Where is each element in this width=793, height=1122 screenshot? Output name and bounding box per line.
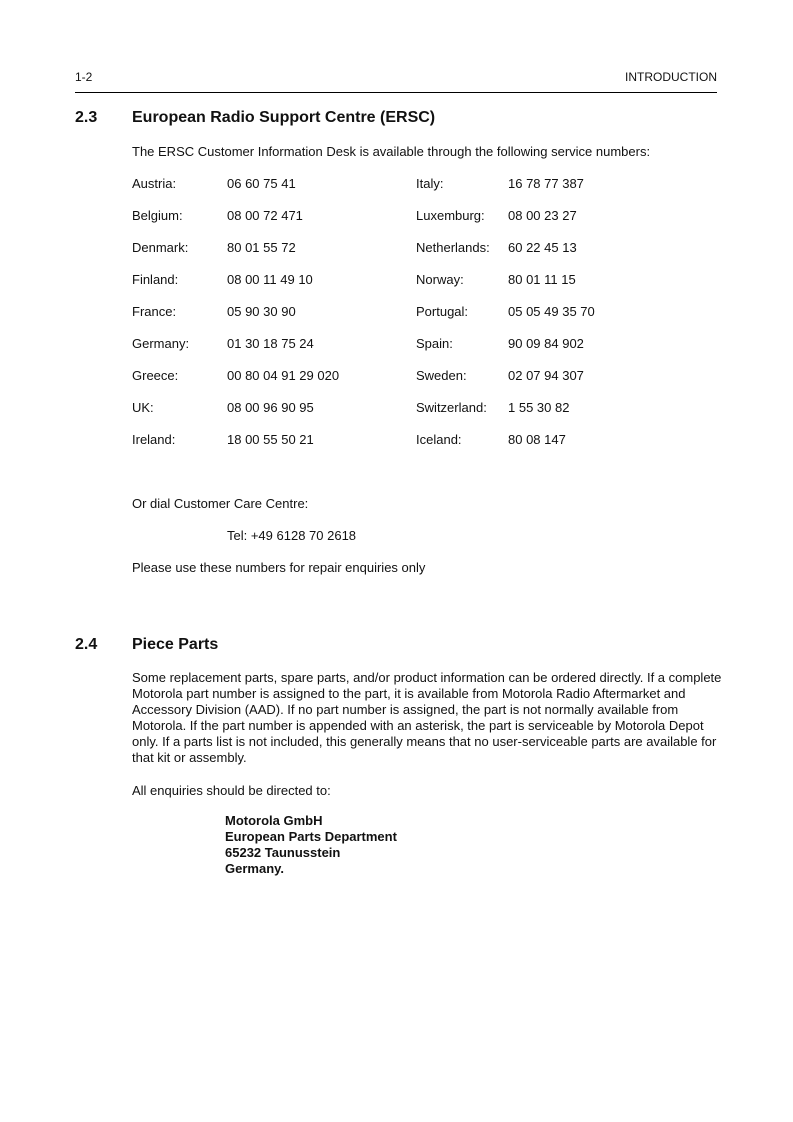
header-rule xyxy=(75,92,717,93)
address-line: European Parts Department xyxy=(225,829,397,844)
country-label: Finland: xyxy=(132,272,179,287)
page-number: 1-2 xyxy=(75,70,93,84)
address-line: Germany. xyxy=(225,861,285,876)
telephone-number: Tel: +49 6128 70 2618 xyxy=(227,528,357,543)
section-number: 2.3 xyxy=(75,109,98,126)
chapter-title: INTRODUCTION xyxy=(625,70,717,84)
phone-number: 08 00 23 27 xyxy=(508,208,577,223)
country-label: Italy: xyxy=(416,176,444,191)
table-row xyxy=(0,272,793,290)
enquiries-text: All enquiries should be directed to: xyxy=(132,783,331,798)
country-label: Norway: xyxy=(416,272,464,287)
country-label: Greece: xyxy=(132,368,179,383)
section-title: European Radio Support Centre (ERSC) xyxy=(132,109,436,126)
repair-note: Please use these numbers for repair enquiries only xyxy=(132,560,426,575)
country-label: Luxemburg: xyxy=(416,208,485,223)
country-label: Germany: xyxy=(132,336,190,351)
country-label: Denmark: xyxy=(132,240,189,255)
phone-number: 08 00 72 471 xyxy=(227,208,303,223)
country-label: Ireland: xyxy=(132,432,176,447)
postal-address xyxy=(225,813,397,877)
phone-number: 05 90 30 90 xyxy=(227,304,296,319)
country-label: Sweden: xyxy=(416,368,467,383)
table-row xyxy=(0,176,793,194)
phone-number: 80 01 11 15 xyxy=(508,272,576,287)
phone-number: 80 08 147 xyxy=(508,432,566,447)
country-label: Austria: xyxy=(132,176,177,191)
phone-number: 08 00 96 90 95 xyxy=(227,400,314,415)
table-row xyxy=(0,400,793,418)
country-label: Portugal: xyxy=(416,304,469,319)
intro-text: The ERSC Customer Information Desk is available through the following service numbers: xyxy=(132,144,651,159)
phone-number: 18 00 55 50 21 xyxy=(227,432,314,447)
piece-parts-paragraph: Some replacement parts, spare parts, and/or product information can be ordered directly. If a complete Motorola part number is assigned to the part, it is available from Motorola Radio Aftermarket and Accessory Division (AAD). If no part number is assigned, the part is not normally available from Motorola. If the part number is appended with an asterisk, the part is serviceable by Motorola Depot only. If a parts list is not included, this generally means that no user-serviceable parts are available for that kit or assembly. xyxy=(132,670,722,765)
phone-number: 80 01 55 72 xyxy=(227,240,296,255)
country-label: Iceland: xyxy=(416,432,462,447)
country-label: Netherlands: xyxy=(416,240,490,255)
table-row xyxy=(0,240,793,258)
table-row xyxy=(0,304,793,322)
address-line: Motorola GmbH xyxy=(225,813,323,828)
phone-number: 06 60 75 41 xyxy=(227,176,296,191)
country-label: Spain: xyxy=(416,336,453,351)
address-line: 65232 Taunusstein xyxy=(225,845,341,860)
phone-number: 08 00 11 49 10 xyxy=(227,272,313,287)
phone-number: 16 78 77 387 xyxy=(508,176,584,191)
table-row xyxy=(0,336,793,354)
table-row xyxy=(0,208,793,226)
table-row xyxy=(0,368,793,386)
country-label: UK: xyxy=(132,400,154,415)
phone-number: 60 22 45 13 xyxy=(508,240,577,255)
phone-number: 05 05 49 35 70 xyxy=(508,304,595,319)
phone-number: 02 07 94 307 xyxy=(508,368,584,383)
table-row xyxy=(0,432,793,450)
country-label: France: xyxy=(132,304,177,319)
phone-number: 01 30 18 75 24 xyxy=(227,336,314,351)
section-number: 2.4 xyxy=(75,636,98,653)
dial-text: Or dial Customer Care Centre: xyxy=(132,496,309,511)
country-label: Switzerland: xyxy=(416,400,487,415)
phone-number: 1 55 30 82 xyxy=(508,400,570,415)
phone-number: 00 80 04 91 29 020 xyxy=(227,368,340,383)
country-label: Belgium: xyxy=(132,208,183,223)
section-title: Piece Parts xyxy=(132,636,219,653)
phone-number: 90 09 84 902 xyxy=(508,336,584,351)
